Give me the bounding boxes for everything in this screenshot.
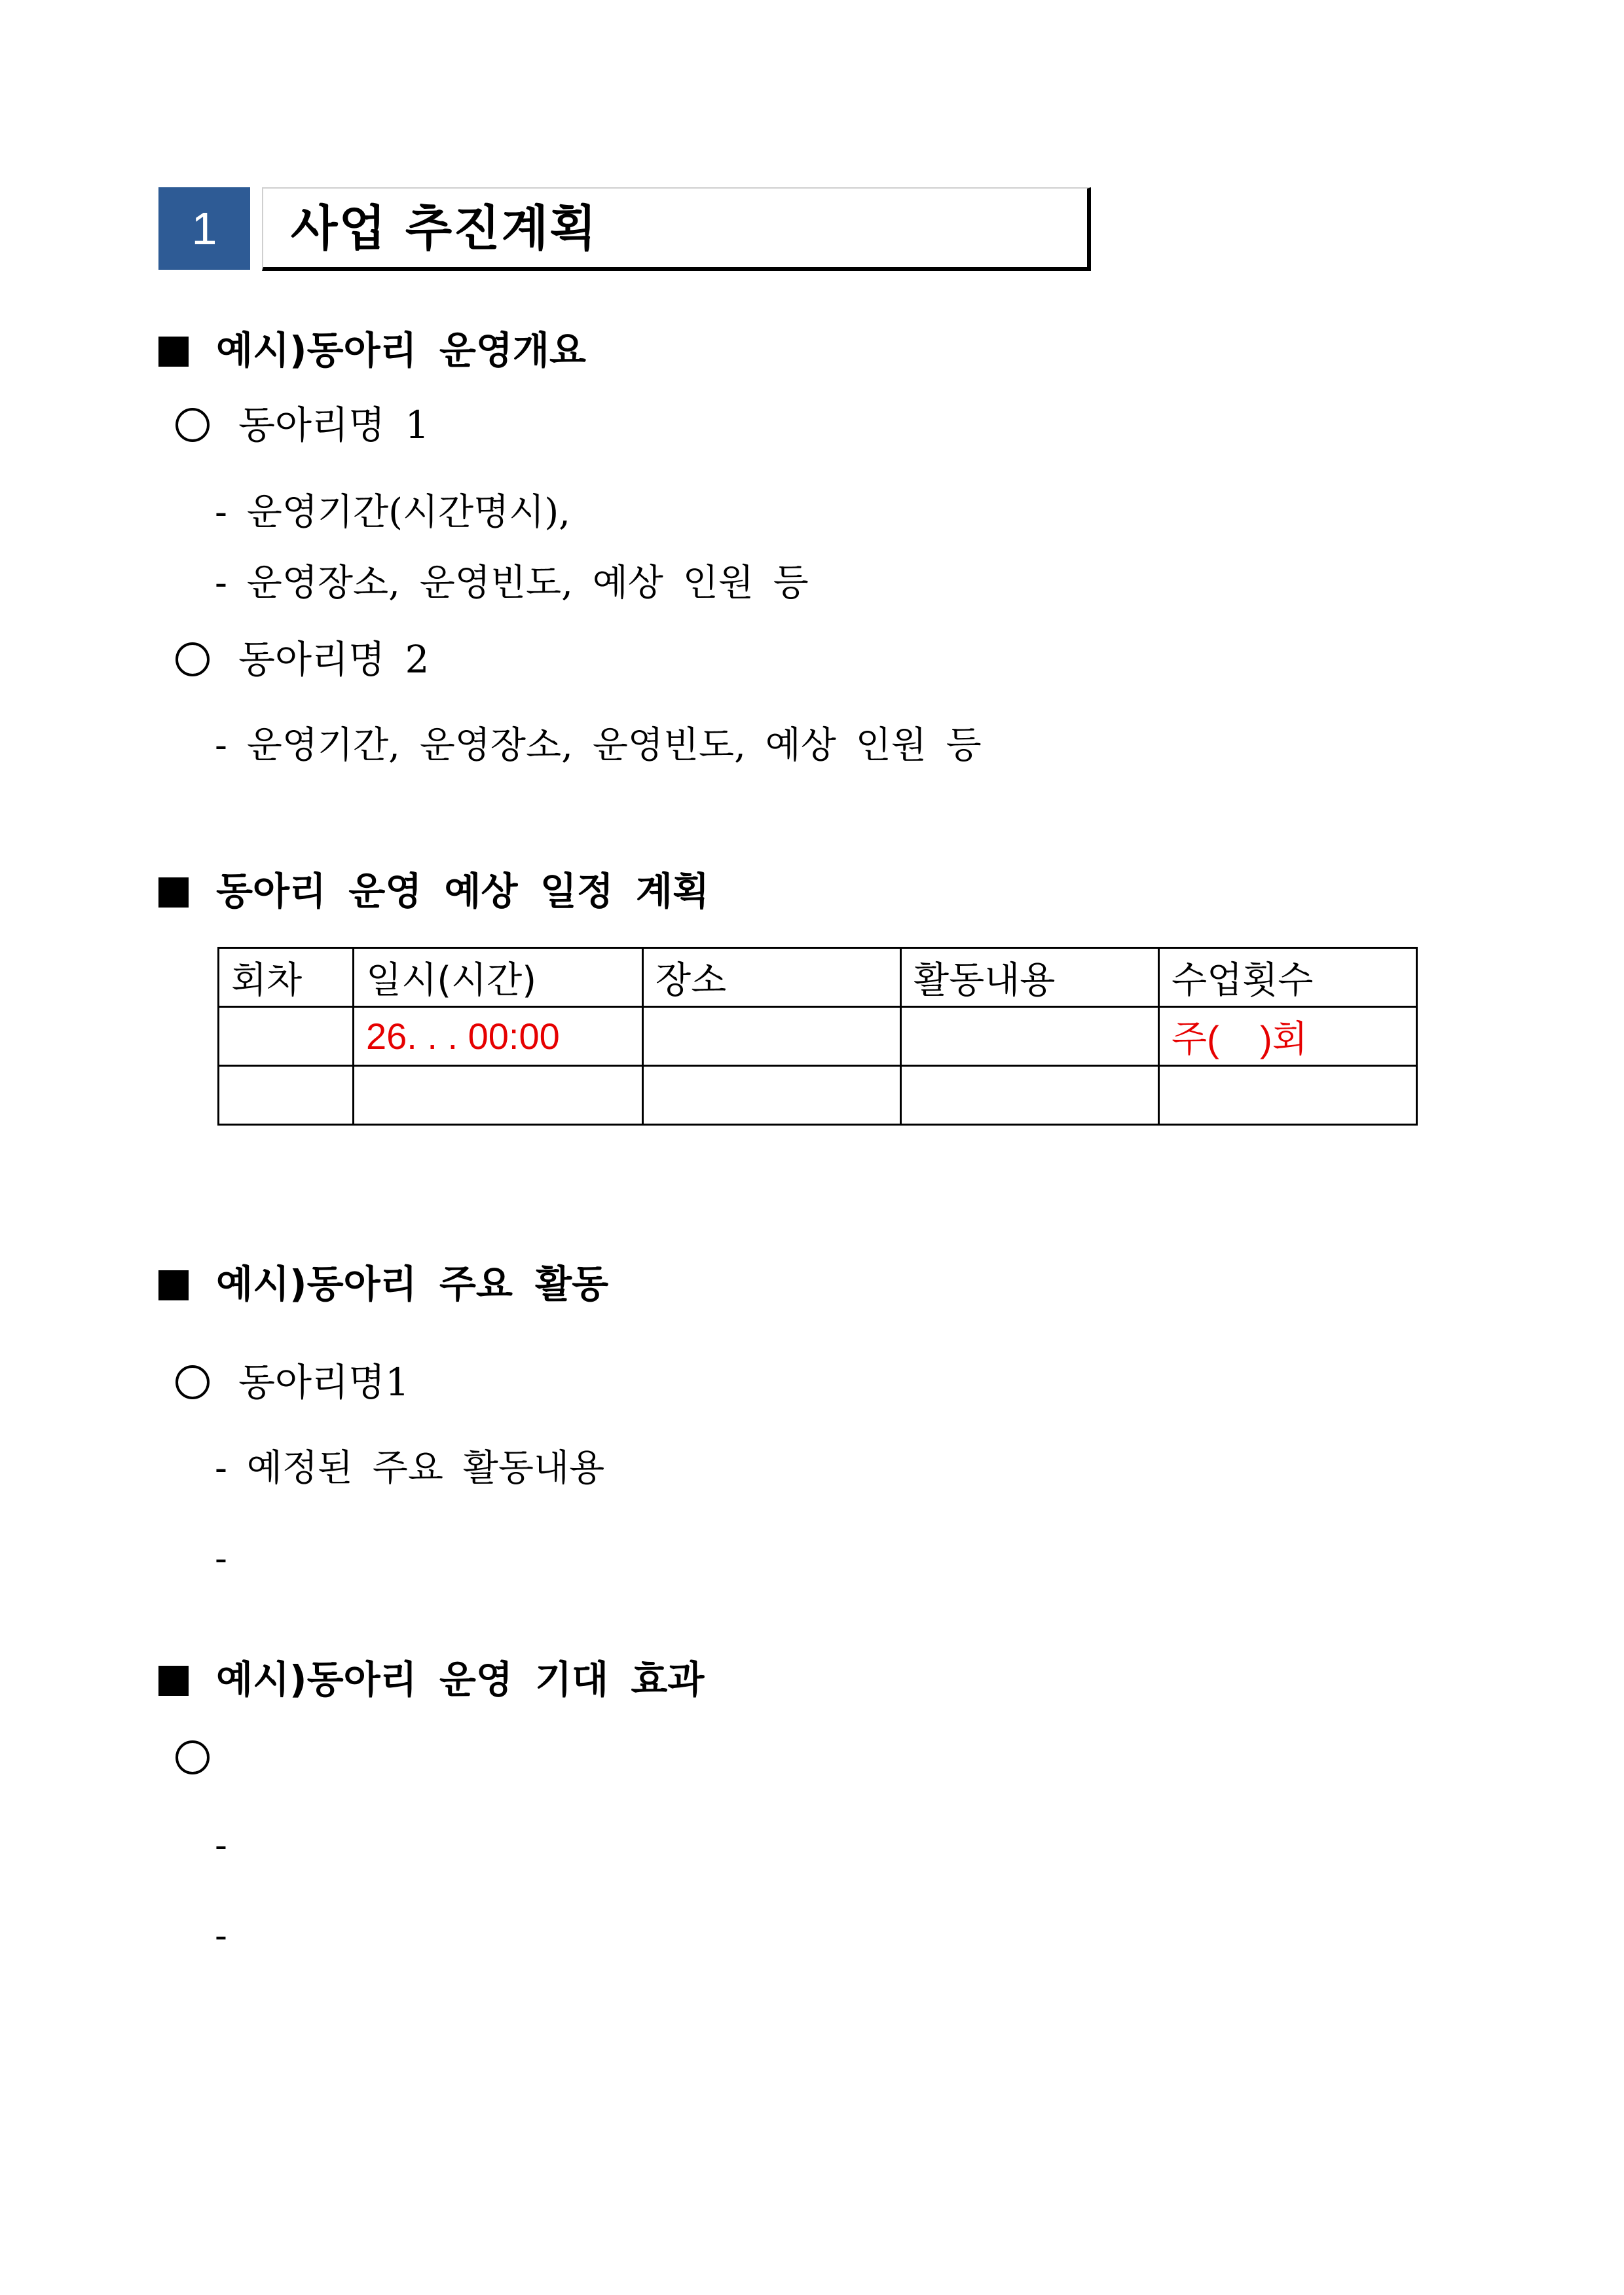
header-session: 회차: [219, 948, 354, 1007]
activities-heading: 예시)동아리 주요 활동: [216, 1262, 609, 1306]
effects-heading: 예시)동아리 운영 기대 효과: [216, 1657, 705, 1702]
effects-line-1: -: [215, 1824, 227, 1867]
activities-club-name: 동아리명1: [238, 1360, 410, 1405]
table-cell: [354, 1066, 643, 1125]
table-cell: [1159, 1066, 1417, 1125]
circle-bullet-icon: [175, 1740, 210, 1774]
section-title: 사업 추진계획: [291, 200, 598, 257]
table-cell: [901, 1066, 1159, 1125]
circle-bullet-icon: [175, 1365, 210, 1399]
header-datetime: 일시(시간): [354, 948, 643, 1007]
header-place: 장소: [643, 948, 901, 1007]
effects-line-2: -: [215, 1915, 227, 1957]
table-cell: [219, 1007, 354, 1066]
heading-square-icon: [158, 877, 189, 908]
header-class-count: 수업횟수: [1159, 948, 1417, 1007]
circle-bullet-icon: [175, 408, 210, 442]
heading-square-icon: [158, 1666, 189, 1696]
circle-bullet-icon: [175, 642, 210, 676]
activities-line-2: -: [215, 1537, 227, 1580]
table-row: [219, 1007, 1417, 1066]
activities-line-1: - 예정된 주요 활동내용: [215, 1447, 605, 1490]
table-header-row: [219, 948, 1417, 1007]
section-number: 1: [191, 203, 217, 254]
schedule-heading: 동아리 운영 예상 일정 계획: [216, 869, 710, 913]
table-row: [219, 1066, 1417, 1125]
table-cell: [219, 1066, 354, 1125]
club1-line-2: - 운영장소, 운영빈도, 예상 인원 등: [215, 562, 809, 604]
table-cell-class-count: 주( )회: [1159, 1007, 1417, 1066]
club1-line-1: - 운영기간(시간명시),: [215, 491, 570, 534]
heading-square-icon: [158, 337, 189, 367]
table-cell: [643, 1066, 901, 1125]
section-number-badge: [158, 187, 250, 270]
table-cell-datetime: 26. . . 00:00: [354, 1007, 643, 1066]
club1-name: 동아리명 1: [238, 403, 430, 447]
schedule-table: [217, 947, 1418, 1126]
table-cell: [901, 1007, 1159, 1066]
club2-name: 동아리명 2: [238, 637, 430, 682]
club2-line-1: - 운영기간, 운영장소, 운영빈도, 예상 인원 등: [215, 724, 982, 767]
header-activity: 활동내용: [901, 948, 1159, 1007]
table-cell: [643, 1007, 901, 1066]
heading-square-icon: [158, 1270, 189, 1300]
overview-heading: 예시)동아리 운영개요: [216, 328, 586, 373]
